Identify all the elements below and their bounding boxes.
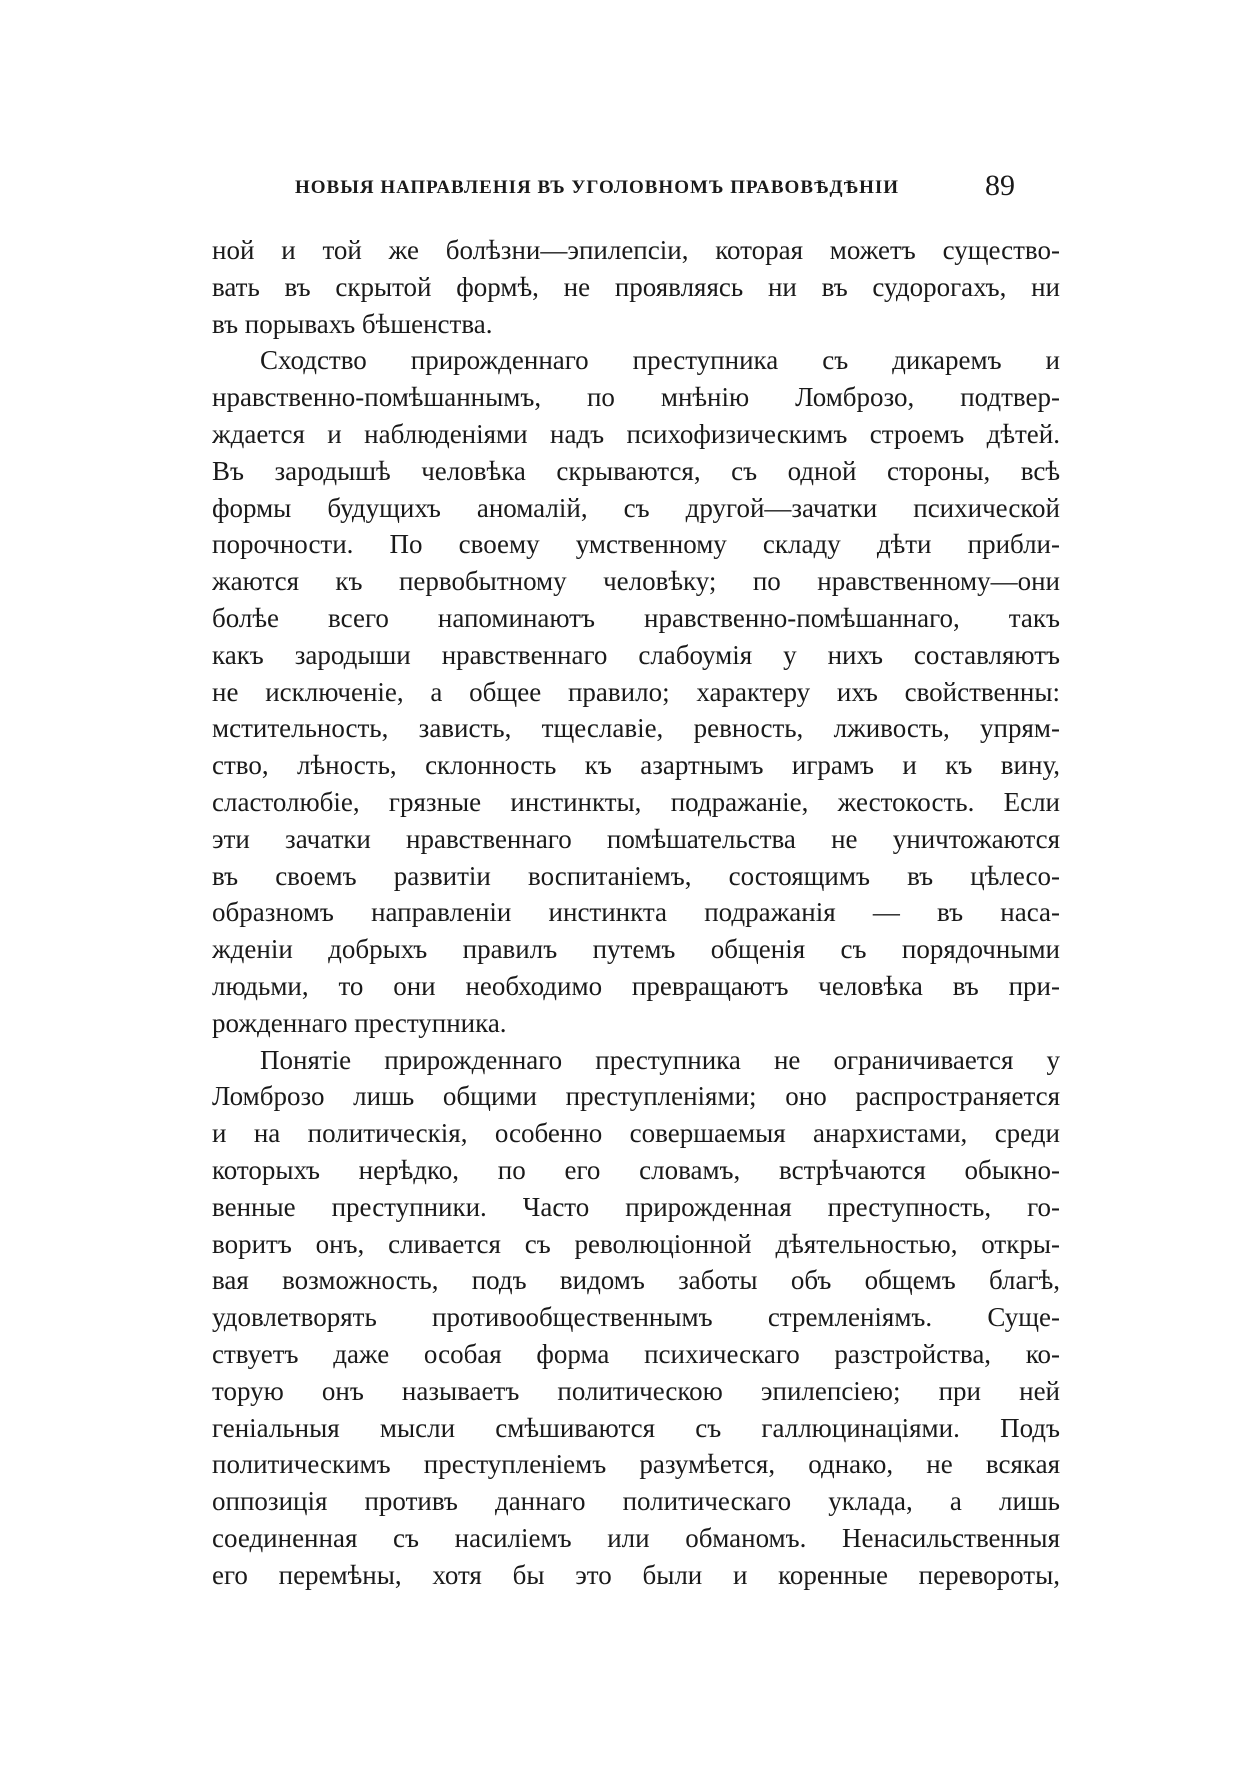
- text-line: Ломброзо лишь общими преступленіями; оно распространяется: [212, 1081, 1060, 1112]
- text-line: въ своемъ развитіи воспитаніемъ, состоящимъ въ цѣлесо-: [212, 860, 1060, 891]
- text-line: не исключеніе, а общее правило; характеру ихъ свойственны:: [212, 676, 1060, 707]
- text-line: жденіи добрыхъ правилъ путемъ общенія съ порядочными: [212, 934, 1060, 965]
- text-line: соединенная съ насиліемъ или обманомъ. Ненасильственныя: [212, 1522, 1060, 1553]
- text-line: людьми, то они необходимо превращаютъ человѣка въ при-: [212, 970, 1060, 1001]
- text-line: какъ зародыши нравственнаго слабоумія у нихъ составляютъ: [212, 639, 1060, 670]
- running-title: НОВЫЯ НАПРАВЛЕНІЯ ВЪ УГОЛОВНОМЪ ПРАВОВѢДѢНІИ: [295, 177, 900, 198]
- text-line: формы будущихъ аномалій, съ другой—зачатки психической: [212, 492, 1060, 523]
- text-line: въ порывахъ бѣшенства.: [212, 308, 493, 339]
- text-line: венные преступники. Часто прирожденная преступность, го-: [212, 1191, 1060, 1222]
- text-line: эти зачатки нравственнаго помѣшательства не уничтожаются: [212, 823, 1060, 854]
- text-line: болѣе всего напоминаютъ нравственно-помѣшаннаго, такъ: [212, 602, 1060, 633]
- text-line: удовлетворять противообщественнымъ стремленіямъ. Суще-: [212, 1302, 1060, 1333]
- text-line: сластолюбіе, грязные инстинкты, подражаніе, жестокость. Если: [212, 786, 1060, 817]
- text-line: геніальныя мысли смѣшиваются съ галлюцинаціями. Подъ: [212, 1412, 1060, 1443]
- page-number: 89: [985, 169, 1015, 202]
- text-line: его перемѣны, хотя бы это были и коренные перевороты,: [212, 1559, 1060, 1590]
- text-line: и на политическія, особенно совершаемыя анархистами, среди: [212, 1118, 1060, 1149]
- text-line: ствуетъ даже особая форма психическаго разстройства, ко-: [212, 1338, 1060, 1369]
- text-line: порочности. По своему умственному складу дѣти прибли-: [212, 529, 1060, 560]
- text-line: Сходство прирожденнаго преступника съ дикаремъ и: [260, 345, 1060, 376]
- text-line: воритъ онъ, сливается съ революціонной дѣятельностью, откры-: [212, 1228, 1060, 1259]
- text-line: ство, лѣность, склонность къ азартнымъ играмъ и къ вину,: [212, 750, 1060, 781]
- text-line: жаются къ первобытному человѣку; по нравственному—они: [212, 566, 1060, 597]
- text-line: вать въ скрытой формѣ, не проявляясь ни въ судорогахъ, ни: [212, 271, 1060, 302]
- text-line: оппозиція противъ даннаго политическаго уклада, а лишь: [212, 1486, 1060, 1517]
- text-line: ной и той же болѣзни—эпилепсіи, которая можетъ существо-: [212, 235, 1060, 265]
- body-text: [212, 232, 1060, 1593]
- text-line: торую онъ называетъ политическою эпилепсіею; при ней: [212, 1375, 1060, 1406]
- text-line: Понятіе прирожденнаго преступника не ограничивается у: [260, 1044, 1060, 1075]
- text-line: рожденнаго преступника.: [212, 1007, 507, 1038]
- text-line: ждается и наблюденіями надъ психофизическимъ строемъ дѣтей.: [212, 418, 1060, 449]
- text-line: нравственно-помѣшаннымъ, по мнѣнію Ломброзо, подтвер-: [212, 382, 1060, 413]
- text-line: вая возможность, подъ видомъ заботы объ общемъ благѣ,: [212, 1265, 1060, 1296]
- text-line: политическимъ преступленіемъ разумѣется, однако, не всякая: [212, 1449, 1060, 1480]
- text-line: Въ зародышѣ человѣка скрываются, съ одной стороны, всѣ: [212, 455, 1060, 486]
- text-line: мстительность, зависть, тщеславіе, ревность, лживость, упрям-: [212, 713, 1060, 744]
- text-line: которыхъ нерѣдко, по его словамъ, встрѣчаются обыкно-: [212, 1154, 1060, 1185]
- text-line: образномъ направленіи инстинкта подражанія — въ наса-: [212, 897, 1060, 928]
